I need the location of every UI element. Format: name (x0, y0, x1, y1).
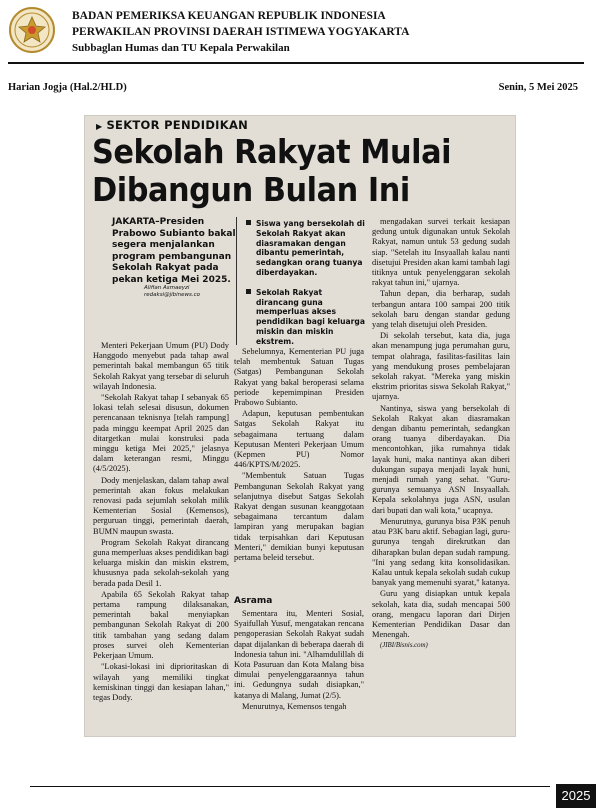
date-label: Senin, 5 Mei 2025 (498, 82, 578, 93)
paragraph: Di sekolah tersebut, kata dia, juga akan menampung juga perumahan guru, tempat olahraga, fasilitas-fasilitas lain yang mendukung proses pembelajaran sekolah rakyat. "Mereka yang miskin ekstrim prioritas siswa Sekolah Rakyat," ujarnya. (372, 331, 510, 402)
bullet-square-icon (246, 289, 251, 294)
letterhead (72, 8, 409, 56)
paragraph: Apabila 65 Sekolah Rakyat tahap pertama rampung dilaksanakan, pemerintah bakal menyiapkan pembangunan Sekolah Rakyat di 200 titik tambahan yang sedang dalam proses survei oleh Kementerian Pekerjaan Umum. (93, 589, 229, 661)
bullet-text: Sekolah Rakyat dirancang guna memperluas akses pendidikan bagi keluarga miskin dan miskin ekstrem. (256, 287, 365, 346)
paragraph: Nantinya, siswa yang bersekolah di Sekolah Rakyat akan diasramakan dengan dibantu pemerintah, sedangkan orang tuanya diberdayakan. Dia mencontohkan, jika rumahnya tidak layak huni, maka nantinya akan diberi dukungan supaya menjadi layak huni, menjadi rumah yang sehat. "Guru-gurunya semuanya ASN Insyaallah. Kepala sekolahnya juga ASN, usulan dari bupati dan wali kota," ucapnya. (372, 403, 510, 515)
footer-divider (30, 786, 550, 787)
paragraph: Guru yang disiapkan untuk kepala sekolah, kata dia, sudah mencapai 500 orang, mengacu laporan dari Dirjen Kementerian Pendidikan Dasar dan Menengah. (372, 589, 510, 640)
photo-credit: (JIBI/Bisnis.com) (380, 642, 428, 650)
bullets-divider (236, 217, 237, 345)
body-column-2-continued (234, 609, 364, 713)
bullet-item (246, 219, 366, 278)
author-email: redaksi@jibinews.co (144, 292, 201, 298)
letterhead-line-3: Subbaglan Humas dan TU Kepala Perwakilan (72, 42, 290, 54)
headline (92, 133, 478, 209)
letterhead-line-1: BADAN PEMERIKSA KEUANGAN REPUBLIK INDONESIA (72, 10, 386, 22)
lead-paragraph: JAKARTA–Presiden Prabowo Subianto bakal segera menjalankan program pembangunan Sekolah Rakyat pada pekan ketiga Mei 2025. (112, 217, 236, 285)
body-column-2 (234, 347, 364, 564)
paragraph: Sebelumnya, Kementerian PU juga telah membentuk Satuan Tugas (Satgas) Pembangunan Sekolah Rakyat yang bakal beroperasi selama periode kepemimpinan Presiden Prabowo Subianto. (234, 347, 364, 408)
paragraph: "Sekolah Rakyat tahap I sebanyak 65 lokasi telah selesai disusun, dokumen perencanaan teknisnya [telah rampung] pada minggu keempat April 2025 dan ditargetkan mulai konstruksi pada minggu ketiga Mei 2025," jelasnya dalam keterangan resmi, Minggu (4/5/2025). (93, 393, 229, 474)
author-byline (144, 285, 200, 299)
section-text: SEKTOR PENDIDIKAN (106, 118, 249, 132)
letterhead-line-2: PERWAKILAN PROVINSI DAERAH ISTIMEWA YOGYAKARTA (72, 26, 410, 38)
paragraph: "Membentuk Satuan Tugas Pembangunan Sekolah Rakyat yang selanjutnya disebut Satgas Sekolah Rakyat dengan susunan keanggotaan sebagaimana tercantum dalam lampiran yang merupakan bagian tidak terpisahkan dari Keputusan Menteri," demikian bunyi keputusan pertama beleid tersebut. (234, 471, 364, 563)
page-number-badge: 2025 (556, 784, 596, 808)
paragraph: Sementara itu, Menteri Sosial, Syaifullah Yusuf, mengatakan rencana pengoperasian Sekolah Rakyat sudah dapat dijalankan di beberapa daerah di Indonesia tahun ini. "Alhamdulillah di Kota Pasuruan dan Kota Malang bisa dimulai penyelenggaraannya tahun ini. Gedungnya sudah disiapkan," katanya di Malang, Jumat (2/5). (234, 609, 364, 700)
paragraph: Dody menjelaskan, dalam tahap awal pemerintah akan fokus melakukan renovasi pada sejumlah sekolah milik Kementerian Sosial (Kemensos), perguruan tinggi, pemerintah daerah, BUMN maupun swasta. (93, 475, 229, 536)
headline-line-2: Dibangun Bulan Ini (92, 170, 410, 209)
section-label (96, 118, 248, 132)
paragraph: Menteri Pekerjaan Umum (PU) Dody Hanggodo menyebut pada tahap awal pemerintah bakal membangun 65 titik Sekolah Rakyat yang tersebar di seluruh wilayah Indonesia. (93, 341, 229, 391)
paragraph: Adapun, keputusan pembentukan Satgas Sekolah Rakyat itu sebagaimana tertuang dalam Keputusan Menteri Pekerjaan Umum (Kepmen PU) Nomor 446/KPTS/M/2025. (234, 409, 364, 470)
bullet-item (246, 288, 366, 347)
paragraph: Menurutnya, gurunya bisa P3K penuh atau P3K baru aktif. Sebagian lagi, guru-gurunya tengah direkrutkan dan diharapkan bulan depan sudah rampung. "Ini yang sedang kita konsolidasikan. Kalau untuk kepala sekolah sudah cukup banyak yang memenuhi syarat," katanya. (372, 516, 510, 588)
paragraph: Tahun depan, dia berharap, sudah terbangun antara 100 sampai 200 titik sekolah baru dengan standar gedung yang telah disetujui oleh Presiden. (372, 289, 510, 330)
subheading: Asrama (234, 596, 273, 606)
paragraph: "Lokasi-lokasi ini diprioritaskan di wilayah yang memiliki tingkat kemiskinan tinggi dan kesiapan lahan," tegas Dody. (93, 662, 229, 702)
paragraph: Menurutnya, Kemensos tengah (242, 701, 347, 711)
source-label: Harian Jogja (Hal.2/HLD) (8, 82, 127, 93)
paragraph: mengadakan survei terkait kesiapan gedung untuk digunakan untuk Sekolah Rakyat, namun untuk 53 gedung sudah siap. "Setelah itu Insyaallah kalau nanti disetujui Presiden akan kami tambah lagi titiknya untuk penyelenggaran sekolah rakyat tahun ini," ujarnya. (372, 217, 510, 288)
header-divider (8, 62, 584, 64)
triangle-icon: ▶ (96, 122, 103, 131)
author-name: Alifian Asmaeyzi (144, 285, 190, 291)
headline-line-1: Sekolah Rakyat Mulai (92, 132, 452, 171)
bullet-list (246, 219, 366, 357)
body-column-1 (93, 341, 229, 704)
bullet-square-icon (246, 220, 251, 225)
bullet-text: Siswa yang bersekolah di Sekolah Rakyat akan diasramakan dengan dibantu pemerintah, sedangkan orang tuanya diberdayakan. (256, 219, 365, 277)
bpk-emblem-logo (8, 6, 56, 54)
newspaper-clipping (84, 115, 516, 737)
body-column-3 (372, 217, 510, 653)
paragraph: Program Sekolah Rakyat dirancang guna memperluas akses pendidikan bagi keluarga miskin dan miskin ekstrem, khususnya pada sekolah-sekolah yang berada pada Desil 1. (93, 537, 229, 588)
